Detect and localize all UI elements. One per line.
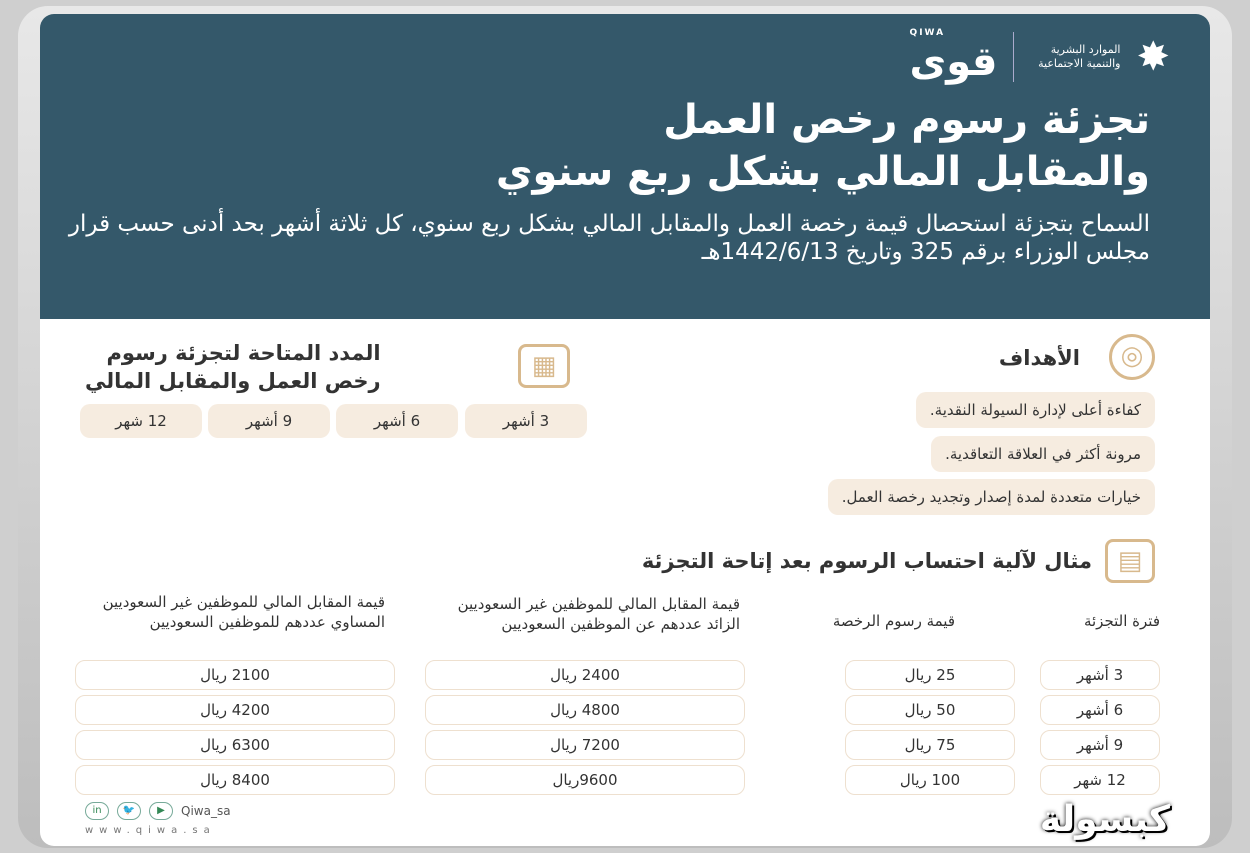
qiwa-logo: QIWA قوى	[909, 28, 998, 85]
period-option: 3 أشهر	[465, 404, 587, 438]
table-cell: 3 أشهر	[1040, 660, 1160, 690]
example-title: مثال لآلية احتساب الرسوم بعد إتاحة التجزئة	[641, 549, 1092, 573]
page-title: تجزئة رسوم رخص العمل والمقابل المالي بشكل ربع سنوي	[495, 97, 1150, 195]
table-cell: 9 أشهر	[1040, 730, 1160, 760]
table-cell: 2100 ريال	[75, 660, 395, 690]
divider	[1013, 32, 1014, 82]
linkedin-icon[interactable]: in	[85, 802, 109, 820]
table-cell: 50 ريال	[845, 695, 1015, 725]
social-handle: Qiwa_sa	[181, 804, 231, 818]
table-cell: 4200 ريال	[75, 695, 395, 725]
table-cell: 7200 ريال	[425, 730, 745, 760]
infographic	[40, 14, 1210, 846]
table-cell: 100 ريال	[845, 765, 1015, 795]
table-cell: 25 ريال	[845, 660, 1015, 690]
goal-item: مرونة أكثر في العلاقة التعاقدية.	[931, 436, 1155, 472]
calculator-icon: ▤	[1105, 539, 1155, 583]
column-header: قيمة المقابل المالي للموظفين غير السعوديين المساوي عددهم للموظفين السعوديين	[102, 593, 385, 631]
target-icon: ◎	[1109, 334, 1155, 380]
youtube-icon[interactable]: ▶	[149, 802, 173, 820]
header	[40, 14, 1210, 319]
column-header: فترة التجزئة	[1083, 612, 1160, 630]
period-option: 12 شهر	[80, 404, 202, 438]
watermark-logo: كبسولة	[1039, 799, 1170, 840]
website: www.qiwa.sa	[85, 825, 216, 836]
ministry-name: الموارد البشرية والتنمية الاجتماعية	[1038, 42, 1121, 70]
table-cell: 4800 ريال	[425, 695, 745, 725]
goal-item: خيارات متعددة لمدة إصدار وتجديد رخصة العمل.	[828, 479, 1155, 515]
table-cell: 75 ريال	[845, 730, 1015, 760]
period-option: 9 أشهر	[208, 404, 330, 438]
table-cell: 2400 ريال	[425, 660, 745, 690]
goals-title: الأهداف	[998, 346, 1080, 370]
table-cell: 12 شهر	[1040, 765, 1160, 795]
column-header: قيمة المقابل المالي للموظفين غير السعوديين الزائد عددهم عن الموظفين السعوديين	[457, 595, 740, 633]
calendar-icon: ▦	[518, 344, 570, 388]
table-cell: 8400 ريال	[75, 765, 395, 795]
column-header: قيمة رسوم الرخصة	[832, 612, 955, 630]
periods-title: المدد المتاحة لتجزئة رسوم رخص العمل والمقابل المالي	[85, 341, 381, 393]
table-cell: 6 أشهر	[1040, 695, 1160, 725]
goal-item: كفاءة أعلى لإدارة السيولة النقدية.	[916, 392, 1155, 428]
table-cell: 9600ريال	[425, 765, 745, 795]
period-option: 6 أشهر	[336, 404, 458, 438]
footer	[85, 802, 231, 820]
table-cell: 6300 ريال	[75, 730, 395, 760]
twitter-icon[interactable]: 🐦	[117, 802, 141, 820]
subtitle: السماح بتجزئة استحصال قيمة رخصة العمل والمقابل المالي بشكل ربع سنوي، كل ثلاثة أشهر بحد أدنى حسب قرار مجلس الوزراء برقم 325 وتاريخ 1442/6/13هـ	[68, 211, 1150, 265]
logos	[910, 28, 1170, 85]
ministry-logo-icon: ✸	[1136, 33, 1170, 80]
